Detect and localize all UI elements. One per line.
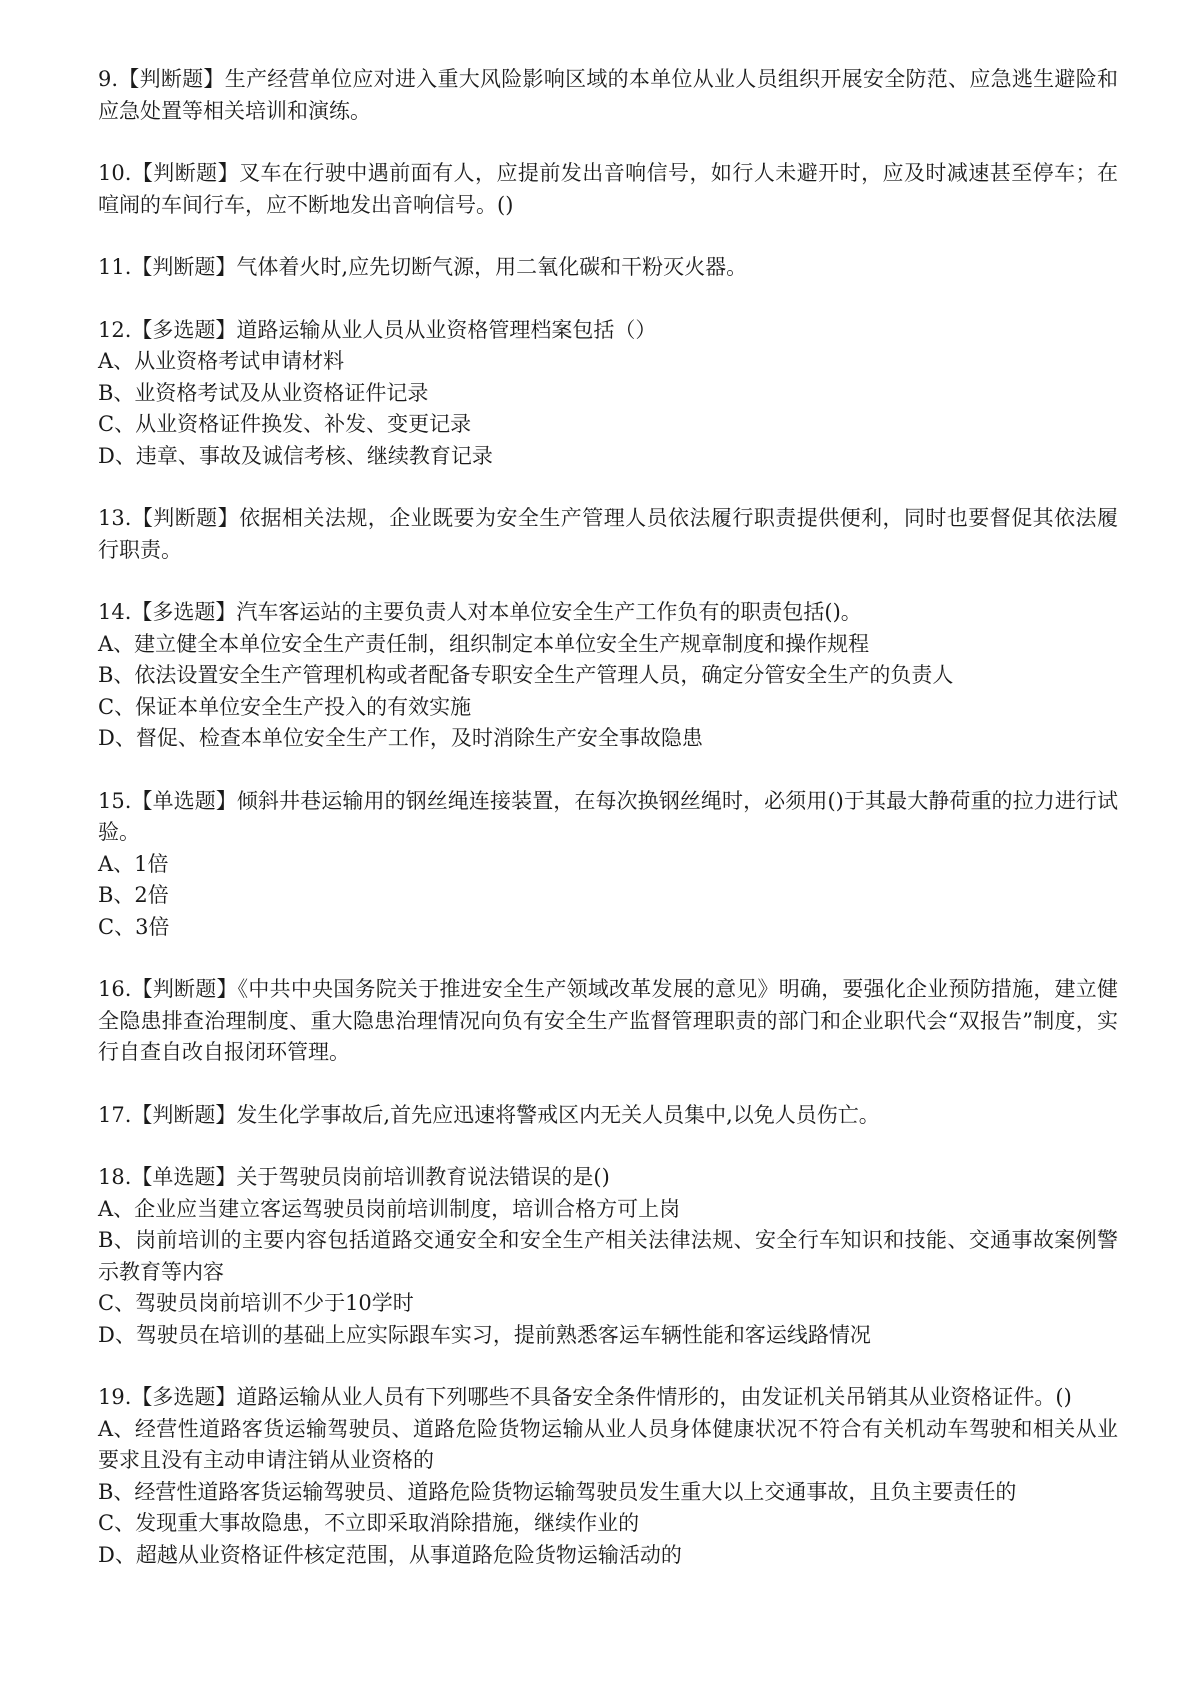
question-13	[98, 503, 1118, 566]
question-16	[98, 974, 1118, 1069]
option-c: C、保证本单位安全生产投入的有效实施	[98, 694, 472, 719]
option-b: B、经营性道路客货运输驾驶员、道路危险货物运输驾驶员发生重大以上交通事故，且负主要责任的	[98, 1479, 1017, 1504]
question-14	[98, 597, 1118, 755]
option-a: A、从业资格考试申请材料	[98, 349, 345, 373]
option-d: D、超越从业资格证件核定范围，从事道路危险货物运输活动的	[98, 1542, 682, 1567]
question-stem: 17.【判断题】发生化学事故后,首先应迅速将警戒区内无关人员集中,以免人员伤亡。	[98, 1102, 880, 1127]
option-b: B、岗前培训的主要内容包括道路交通安全和安全生产相关法律法规、安全行车知识和技能、交通事故案例警示教育等内容	[98, 1228, 1118, 1284]
option-a: A、经营性道路客货运输驾驶员、道路危险货物运输从业人员身体健康状况不符合有关机动车驾驶和相关从业要求且没有主动申请注销从业资格的	[98, 1416, 1118, 1472]
option-c: C、3倍	[98, 914, 170, 939]
question-17	[98, 1100, 1118, 1132]
question-stem: 11.【判断题】气体着火时,应先切断气源，用二氧化碳和干粉灭火器。	[98, 255, 748, 279]
option-d: D、违章、事故及诚信考核、继续教育记录	[98, 443, 493, 468]
option-a: A、建立健全本单位安全生产责任制，组织制定本单位安全生产规章制度和操作规程	[98, 631, 870, 656]
question-stem: 9.【判断题】生产经营单位应对进入重大风险影响区域的本单位从业人员组织开展安全防范、应急逃生避险和应急处置等相关培训和演练。	[98, 67, 1118, 123]
question-stem: 19.【多选题】道路运输从业人员有下列哪些不具备安全条件情形的，由发证机关吊销其从业资格证件。()	[98, 1385, 1072, 1409]
question-10	[98, 158, 1118, 221]
question-stem: 10.【判断题】叉车在行驶中遇前面有人，应提前发出音响信号，如行人未避开时，应及时减速甚至停车；在喧闹的车间行车，应不断地发出音响信号。()	[98, 161, 1118, 217]
option-b: B、2倍	[98, 883, 169, 907]
question-stem: 16.【判断题】《中共中央国务院关于推进安全生产领域改革发展的意见》明确，要强化企业预防措施，建立健全隐患排查治理制度、重大隐患治理情况向负有安全生产监督管理职责的部门和企业职代会“双报告”制度，实行自查自改自报闭环管理。	[98, 977, 1118, 1064]
question-stem: 13.【判断题】依据相关法规，企业既要为安全生产管理人员依法履行职责提供便利，同时也要督促其依法履行职责。	[98, 506, 1118, 562]
question-9	[98, 64, 1118, 127]
question-stem: 18.【单选题】关于驾驶员岗前培训教育说法错误的是()	[98, 1165, 610, 1189]
option-a: A、1倍	[98, 851, 169, 876]
option-d: D、督促、检查本单位安全生产工作，及时消除生产安全事故隐患	[98, 726, 703, 750]
option-c: C、从业资格证件换发、补发、变更记录	[98, 412, 472, 436]
question-stem: 14.【多选题】汽车客运站的主要负责人对本单位安全生产工作负有的职责包括()。	[98, 600, 862, 624]
question-12	[98, 315, 1118, 473]
question-18	[98, 1162, 1118, 1351]
document-page	[98, 64, 1118, 1602]
option-b: B、依法设置安全生产管理机构或者配备专职安全生产管理人员，确定分管安全生产的负责人	[98, 663, 954, 687]
question-stem: 15.【单选题】倾斜井巷运输用的钢丝绳连接装置，在每次换钢丝绳时，必须用()于其最大静荷重的拉力进行试验。	[98, 788, 1118, 844]
question-15	[98, 786, 1118, 944]
option-a: A、企业应当建立客运驾驶员岗前培训制度，培训合格方可上岗	[98, 1196, 681, 1221]
option-b: B、业资格考试及从业资格证件记录	[98, 380, 429, 405]
option-c: C、驾驶员岗前培训不少于10学时	[98, 1291, 414, 1315]
option-d: D、驾驶员在培训的基础上应实际跟车实习，提前熟悉客运车辆性能和客运线路情况	[98, 1322, 871, 1347]
question-stem: 12.【多选题】道路运输从业人员从业资格管理档案包括（）	[98, 317, 657, 342]
question-19	[98, 1382, 1118, 1571]
option-c: C、发现重大事故隐患，不立即采取消除措施，继续作业的	[98, 1511, 640, 1535]
question-11	[98, 252, 1118, 284]
